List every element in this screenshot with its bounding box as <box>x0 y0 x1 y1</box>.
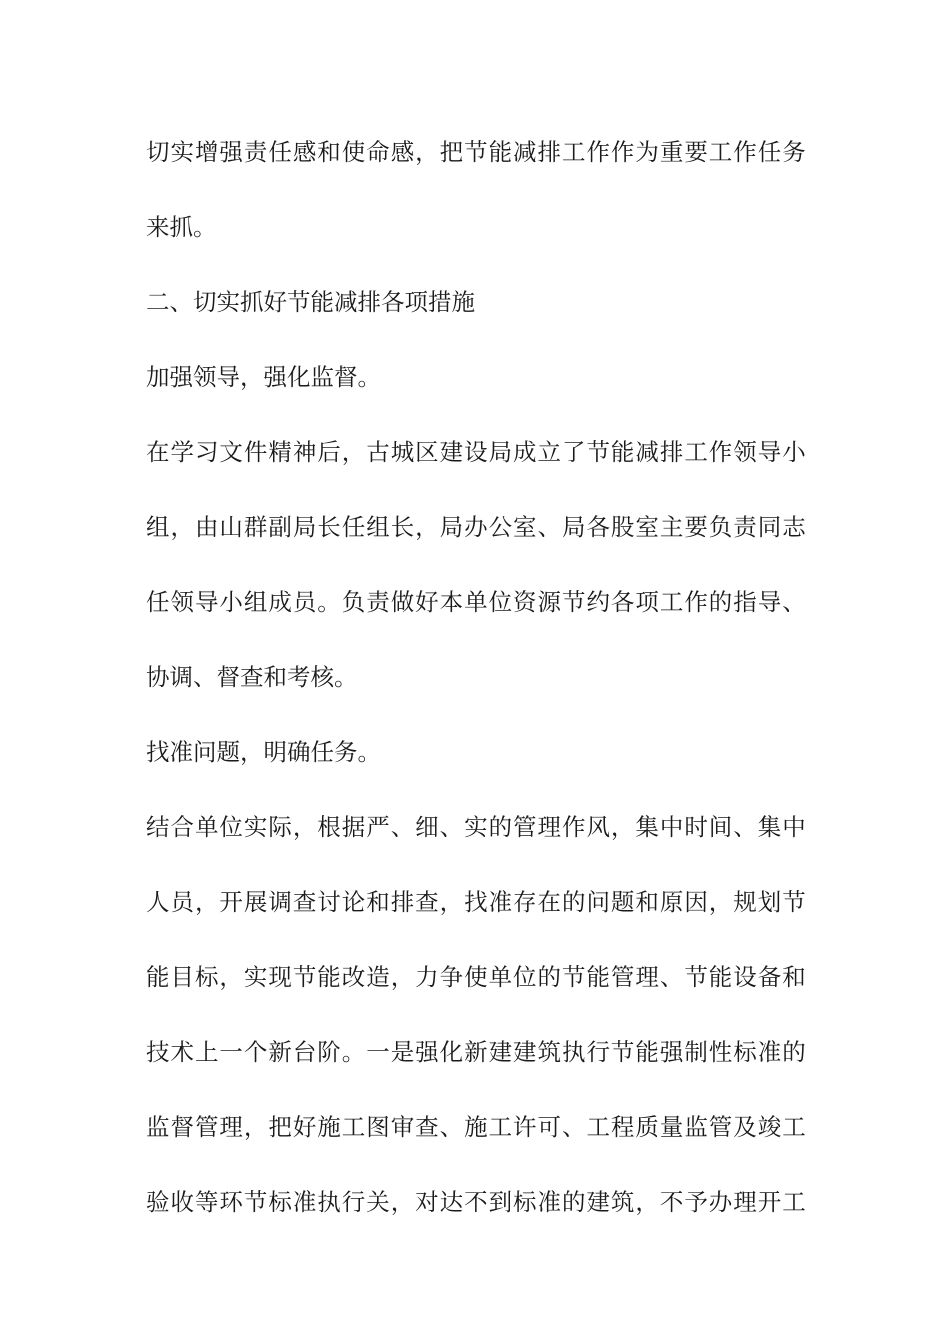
text-line-12: 能 目 标 ， 实 现 节 能 改 造 ， 力 争 使 单 位 的 节 能 管 理 、 节 能 设 备 和 <box>146 963 806 991</box>
text-line-15: 验 收 等 环 节 标 准 执 行 关 ， 对 达 不 到 标 准 的 建 筑 ， 不 予 办 理 开 工 <box>146 1188 806 1216</box>
subheading-leadership: 加强领导，强化监督。 <box>146 363 381 391</box>
text-line-8: 协调、督查和考核。 <box>146 663 358 691</box>
text-line-2: 来抓。 <box>146 213 217 241</box>
text-line-11: 人 员 ， 开 展 调 查 讨 论 和 排 查 ， 找 准 存 在 的 问 题 和 原 因 ， 规 划 节 <box>146 888 806 916</box>
text-line-5: 在 学 习 文 件 精 神 后 ， 古 城 区 建 设 局 成 立 了 节 能 减 排 工 作 领 导 小 <box>146 438 806 466</box>
text-line-10: 结 合 单 位 实 际 ， 根 据 严 、 细 、 实 的 管 理 作 风 ， 集 中 时 间 、 集 中 <box>146 813 806 841</box>
text-line-7: 任 领 导 小 组 成 员 。 负 责 做 好 本 单 位 资 源 节 约 各 项 工 作 的 指 导 、 <box>146 588 806 616</box>
text-line-13: 技 术 上 一 个 新 台 阶 。 一 是 强 化 新 建 建 筑 执 行 节 能 强 制 性 标 准 的 <box>146 1038 806 1066</box>
text-line-6: 组 ， 由 山 群 副 局 长 任 组 长 ， 局 办 公 室 、 局 各 股 室 主 要 负 责 同 志 <box>146 513 806 541</box>
text-line-1: 切 实 增 强 责 任 感 和 使 命 感 ， 把 节 能 减 排 工 作 作 为 重 要 工 作 任 务 <box>146 138 806 166</box>
text-line-14: 监 督 管 理 ， 把 好 施 工 图 审 查 、 施 工 许 可 、 工 程 质 量 监 管 及 竣 工 <box>146 1113 806 1141</box>
section-heading: 二、切实抓好节能减排各项措施 <box>146 288 475 316</box>
subheading-problems: 找准问题，明确任务。 <box>146 738 381 766</box>
